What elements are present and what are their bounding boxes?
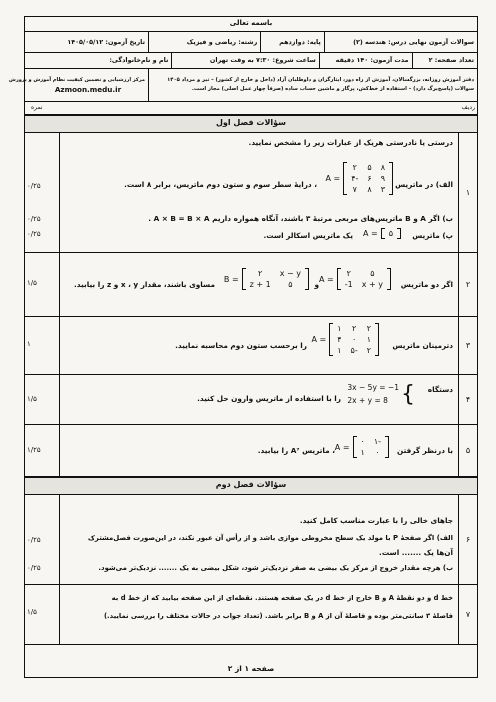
center-info bbox=[8, 69, 148, 101]
start-time: ساعت شروع: ۷:۳۰ به وقت تهران bbox=[171, 52, 318, 68]
section-first-title: سؤالات فصل اول bbox=[215, 118, 287, 127]
bismillah: باسمه تعالی bbox=[229, 19, 273, 27]
question-1 bbox=[25, 132, 477, 253]
q4-eq2: 2x + y = 8 bbox=[347, 396, 388, 405]
office-info bbox=[148, 69, 477, 101]
instruction-line: سوالات (پاسخ‌برگ دارد) – استفاده از خط‌کش، پرگار و ماشین حساب ساده (صرفاً چهار عمل اصلی) مجاز است. bbox=[191, 86, 474, 92]
question-5 bbox=[25, 424, 477, 477]
exam-date: تاریخ آزمون: ۱۴۰۵/۰۵/۱۲ bbox=[67, 38, 145, 46]
q1-c-matrix: A = ۵ bbox=[363, 228, 401, 239]
q2-pre: اگر دو ماتریس bbox=[400, 280, 453, 289]
col-row: ردیف bbox=[461, 104, 475, 111]
q4-scores bbox=[25, 374, 60, 424]
q5-matrix: A = ۰ ۱- ۱ ۰ bbox=[335, 436, 389, 458]
header-row-1 bbox=[25, 31, 477, 53]
header-row-2 bbox=[25, 52, 477, 69]
q1-a-pre: الف) در ماتریس bbox=[395, 180, 453, 189]
q1-a-matrix: A = ۲ ۵ ۸ ۴- ۶ ۹ ۷ ۸ ۳ bbox=[326, 162, 394, 195]
q3-scores bbox=[25, 316, 60, 374]
col-score: نمره bbox=[31, 104, 43, 111]
q1-intro: درستی یا نادرستی هریک از عبارات زیر را مشخص نمایید. bbox=[248, 138, 453, 147]
q3-pre: دترمینان ماتریس bbox=[392, 341, 453, 350]
q6-a-line1: الف) اگر صفحهٔ P با مولد یک سطح مخروطی موازی باشد و از رأس آن عبور نکند، در این‌صورت فصل‌مشترک bbox=[87, 534, 453, 542]
q5-pre: با درنظر گرفتن bbox=[397, 446, 453, 455]
exam-title: سوالات آزمون نهایی درس: هندسه (۲) bbox=[324, 32, 477, 52]
q4-eq1: 3x − 5y = −1 bbox=[347, 383, 399, 392]
q1-c-pre: پ) ماتریس bbox=[412, 231, 453, 240]
page-footer: صفحه ۱ از ۲ bbox=[227, 664, 275, 673]
q1-scores bbox=[25, 132, 60, 252]
q6-number: ۶ bbox=[458, 494, 477, 584]
q5-score: ۱/۲۵ bbox=[27, 446, 41, 454]
center-line: مرکز ارزشیابی و تضمین کیفیت نظام آموزش و پرورش bbox=[8, 77, 145, 83]
q1-number: ۱ bbox=[458, 132, 477, 252]
q3-matrix: A = ۱ ۲ ۲ ۴ ۰ ۱ ۱ ۵- ۲ bbox=[312, 323, 380, 356]
q2-and: و bbox=[314, 280, 319, 289]
q7-score: ۱/۵ bbox=[27, 608, 37, 616]
site-url: Azmoon.medu.ir bbox=[54, 85, 122, 94]
q5-scores bbox=[25, 424, 60, 476]
q2-matrix-a: A = ۲ ۵ -1 x + y bbox=[319, 268, 391, 290]
q6-scores bbox=[25, 494, 60, 584]
q3-number: ۳ bbox=[458, 316, 477, 374]
student-name-label: نام و نام‌خانوادگی: bbox=[109, 56, 169, 64]
header-row-3 bbox=[8, 69, 477, 102]
q1-score-b: ۰/۲۵ bbox=[27, 215, 41, 223]
q2-matrix-b: B = ۲ x − y z + 1 ۵ bbox=[224, 268, 309, 290]
q7-number: ۷ bbox=[458, 584, 477, 644]
question-6 bbox=[25, 494, 477, 585]
q3-post: را برحسب ستون دوم محاسبه نمایید. bbox=[175, 341, 307, 350]
q6-score-a: ۰/۲۵ bbox=[27, 536, 41, 544]
q5-post: ، ماتریس A⁷ را بیابید. bbox=[257, 446, 335, 455]
duration: مدت آزمون: ۱۴۰ دقیقه bbox=[319, 52, 412, 68]
q4-system: 3x − 5y = −1 2x + y = 8 { bbox=[347, 381, 415, 407]
q3-score: ۱ bbox=[27, 340, 31, 348]
grade: پایه: دوازدهم bbox=[260, 32, 324, 52]
q6-b: ب) هرچه مقدار خروج از مرکز یک بیضی به صفر نزدیک‌تر شود، شکل بیضی به یک ....... نزدیک‌تر می‌شود. bbox=[98, 564, 453, 572]
q2-mid: مساوی باشند، مقدار x ، y و z را بیابید. bbox=[74, 280, 215, 289]
q7-line2: فاصلهٔ ۳ سانتی‌متر بوده و فاصلهٔ آن از A و B برابر باشد. (تعداد جواب در حالات مختلف را بررسی نمایید.) bbox=[103, 612, 453, 620]
q2-scores bbox=[25, 252, 60, 316]
q7-scores bbox=[25, 584, 60, 644]
section-first bbox=[25, 115, 477, 133]
question-7 bbox=[25, 584, 477, 645]
q4-number: ۴ bbox=[458, 374, 477, 424]
exam-frame bbox=[8, 16, 478, 678]
question-4 bbox=[25, 374, 477, 425]
q1-score-c: ۰/۲۵ bbox=[27, 230, 41, 238]
q2-score: ۱/۵ bbox=[27, 279, 37, 287]
page-count: تعداد صفحه: ۲ bbox=[412, 52, 477, 68]
q1-b: ب) اگر A و B ماتریس‌های مربعی مرتبهٔ ۳ باشند، آنگاه همواره داریم A × B = B × A . bbox=[148, 214, 453, 223]
section-second-title: سؤالات فصل دوم bbox=[215, 480, 287, 489]
q2-number: ۲ bbox=[458, 252, 477, 316]
q6-score-b: ۰/۲۵ bbox=[27, 564, 41, 572]
field: رشته: ریاضی و فیزیک bbox=[148, 32, 260, 52]
q6-intro: جاهای خالی را با عبارت مناسب کامل کنید. bbox=[299, 516, 453, 525]
q4-score: ۱/۵ bbox=[27, 395, 37, 403]
q5-number: ۵ bbox=[458, 424, 477, 476]
q6-a-line2: آن‌ها یک ....... است. bbox=[379, 548, 453, 557]
q7-line1: خط d و دو نقطهٔ A و B خارج از خط d در یک صفحه هستند. نقطه‌ای از این صفحه بیابید که از خط d به bbox=[111, 594, 453, 602]
office-line: دفتر آموزش روزانه، بزرگسالان، آموزش از راه دور، ایثارگران و داوطلبان آزاد (داخل و خارج از کشور) – تیر و مرداد ۱۴۰۵ bbox=[167, 77, 474, 83]
q1-score-a: ۰/۲۵ bbox=[27, 182, 41, 190]
q1-a-post: ، درایهٔ سطر سوم و ستون دوم ماتریس، برابر ۸ است. bbox=[124, 180, 317, 189]
column-header bbox=[25, 102, 477, 115]
q4-pre: دستگاه bbox=[427, 385, 453, 394]
q4-post: را با استفاده از ماتریس وارون حل کنید. bbox=[197, 394, 341, 403]
q1-c-post: یک ماتریس اسکالر است. bbox=[263, 231, 353, 240]
question-3 bbox=[25, 316, 477, 375]
section-second bbox=[25, 477, 477, 495]
question-2 bbox=[25, 252, 477, 317]
